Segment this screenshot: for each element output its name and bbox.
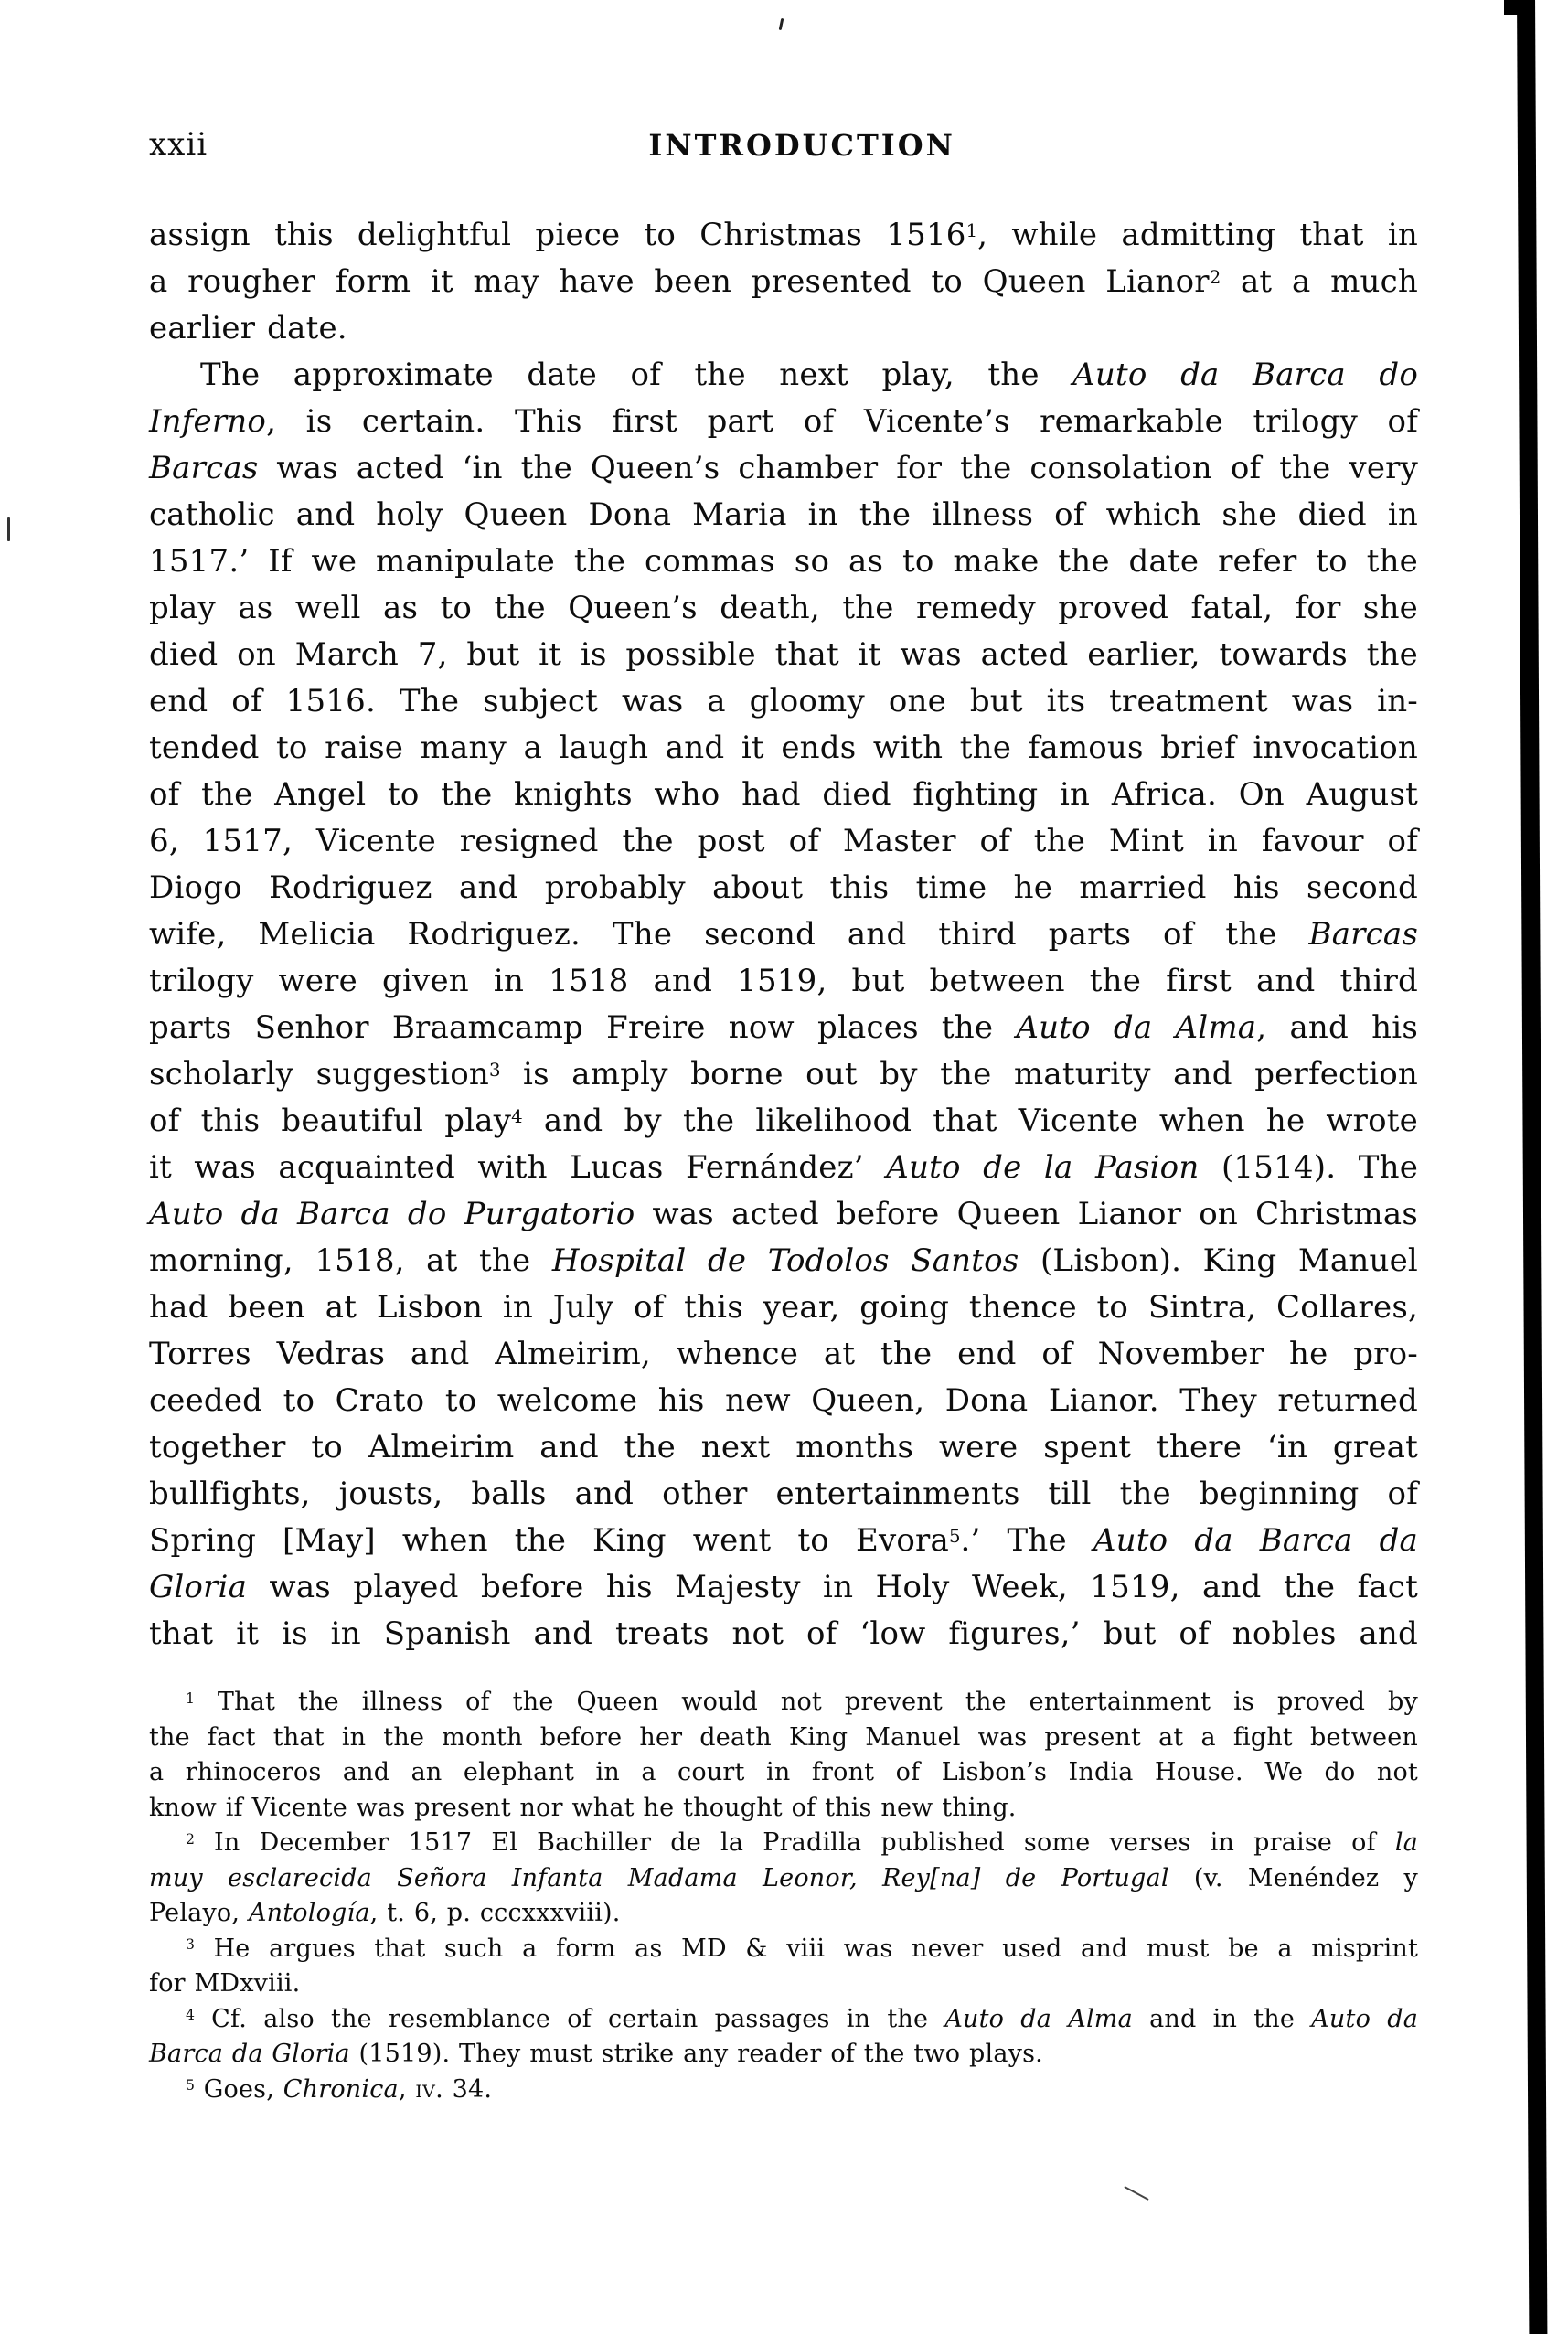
footnote-reference: 1 xyxy=(965,220,978,242)
text-line: Gloria was played before his Majesty in Holy Week, 1519, and the fact xyxy=(149,1569,1418,1605)
scan-mark-bottom-right xyxy=(1124,2186,1148,2201)
paragraph-2 xyxy=(149,352,1418,1657)
footnote-reference: 5 xyxy=(186,2076,195,2094)
footnote-3 xyxy=(149,1932,1418,2002)
text-line: know if Vicente was present nor what he thought of this new thing. xyxy=(149,1793,1017,1822)
text-line: play as well as to the Queen’s death, the remedy proved fatal, for she xyxy=(149,590,1418,626)
text-line: trilogy were given in 1518 and 1519, but between the first and third xyxy=(149,963,1418,999)
text-line: wife, Melicia Rodriguez. The second and third parts of the Barcas xyxy=(149,916,1418,953)
text-line: earlier date. xyxy=(149,310,347,346)
footnote-4 xyxy=(149,2002,1418,2073)
text-line: Pelayo, Antología, t. 6, p. cccxxxviii). xyxy=(149,1899,621,1927)
page-header xyxy=(149,126,1418,174)
footnote-reference: 5 xyxy=(948,1526,961,1548)
text-line: it was acquainted with Lucas Fernández’ Auto de la Pasion (1514). The xyxy=(149,1149,1419,1186)
paragraph-1 xyxy=(149,212,1418,352)
footnote-reference: 4 xyxy=(186,2006,195,2024)
footnote-reference: 2 xyxy=(1209,267,1221,289)
page-number: xxii xyxy=(149,126,208,163)
text-line: Inferno, is certain. This first part of Vicente’s remarkable trilogy of xyxy=(149,403,1418,440)
text-line: The approximate date of the next play, the Auto da Barca do xyxy=(200,357,1418,393)
footnotes xyxy=(149,1685,1418,2107)
text-line: $^3$ He argues that such a form as MD & viii was never used and must be a misprint xyxy=(186,1934,1418,1963)
text-line: $^1$ That the illness of the Queen would not prevent the entertainment is proved by xyxy=(186,1688,1418,1716)
text-line: morning, 1518, at the Hospital de Todolos Santos (Lisbon). King Manuel xyxy=(149,1242,1418,1279)
text-line: ceeded to Crato to welcome his new Queen, Dona Lianor. They returned xyxy=(149,1382,1418,1419)
text-line: assign this delightful piece to Christmas 1516$^1$, while admitting that in xyxy=(149,217,1419,253)
text-line: scholarly suggestion$^3$ is amply borne out by the maturity and perfection xyxy=(149,1056,1418,1092)
text-line: had been at Lisbon in July of this year, going thence to Sintra, Collares, xyxy=(149,1289,1418,1326)
text-line: $^2$ In December 1517 El Bachiller de la Pradilla published some verses in praise of la xyxy=(186,1828,1418,1857)
text-line: Barca da Gloria (1519). They must strike any reader of the two plays. xyxy=(149,2040,1043,2068)
footnote-1 xyxy=(149,1685,1418,1826)
text-line: of this beautiful play$^4$ and by the likelihood that Vicente when he wrote xyxy=(149,1103,1418,1139)
text-line: Torres Vedras and Almeirim, whence at the end of November he pro- xyxy=(149,1336,1418,1372)
text-line: muy esclarecida Señora Infanta Madama Leonor, Rey[na] de Portugal (v. Menéndez y xyxy=(149,1863,1418,1892)
text-line: tended to raise many a laugh and it ends with the famous brief invocation xyxy=(149,730,1418,766)
text-line: 1517.’ If we manipulate the commas so as to make the date refer to the xyxy=(149,543,1418,580)
text-line: the fact that in the month before her death King Manuel was present at a fight between xyxy=(149,1722,1418,1752)
text-line: $^5$ Goes, Chronica, iv. 34. xyxy=(186,2074,493,2104)
text-line: Diogo Rodriguez and probably about this time he married his second xyxy=(149,869,1418,906)
text-line: end of 1516. The subject was a gloomy one but its treatment was in- xyxy=(149,683,1418,719)
text-line: that it is in Spanish and treats not of ‘low figures,’ but of nobles and xyxy=(149,1615,1418,1652)
running-title: INTRODUCTION xyxy=(648,128,955,163)
text-line: catholic and holy Queen Dona Maria in the illness of which she died in xyxy=(149,496,1418,533)
text-line: for MDxviii. xyxy=(149,1969,301,1998)
text-line: 6, 1517, Vicente resigned the post of Master of the Mint in favour of xyxy=(149,823,1418,859)
text-line: parts Senhor Braamcamp Freire now places the Auto da Alma, and his xyxy=(149,1009,1418,1046)
footnote-2 xyxy=(149,1826,1418,1932)
text-line: Spring [May] when the King went to Evora$^5$.’ The Auto da Barca da xyxy=(149,1522,1419,1559)
footnote-reference: 3 xyxy=(489,1060,501,1082)
footnote-5 xyxy=(149,2073,1418,2108)
text-line: Barcas was acted ‘in the Queen’s chamber for the consolation of the very xyxy=(149,450,1418,486)
footnote-reference: 2 xyxy=(186,1829,195,1848)
scan-edge-bar xyxy=(1517,0,1547,2334)
scan-speck-top xyxy=(779,18,784,30)
body-text xyxy=(149,212,1418,1657)
text-line: Auto da Barca do Purgatorio was acted before Queen Lianor on Christmas xyxy=(149,1196,1418,1232)
scan-edge-bar-top xyxy=(1504,0,1535,15)
text-line: $^4$ Cf. also the resemblance of certain passages in the Auto da Alma and in the Auto da xyxy=(186,2004,1418,2033)
footnote-reference: 1 xyxy=(186,1689,195,1707)
text-line: bullfights, jousts, balls and other entertainments till the beginning of xyxy=(149,1476,1418,1512)
scan-speck-left-margin xyxy=(7,517,10,541)
footnote-reference: 4 xyxy=(511,1106,523,1128)
text-line: a rhinoceros and an elephant in a court in front of Lisbon’s India House. We do not xyxy=(149,1758,1418,1786)
text-line: died on March 7, but it is possible that it was acted earlier, towards the xyxy=(149,636,1418,673)
page-content xyxy=(149,126,1418,2107)
text-line: a rougher form it may have been presented to Queen Lianor$^2$ at a much xyxy=(149,263,1418,300)
text-line: together to Almeirim and the next months were spent there ‘in great xyxy=(149,1429,1418,1465)
footnote-reference: 3 xyxy=(186,1935,195,1954)
text-line: of the Angel to the knights who had died fighting in Africa. On August xyxy=(149,776,1418,813)
